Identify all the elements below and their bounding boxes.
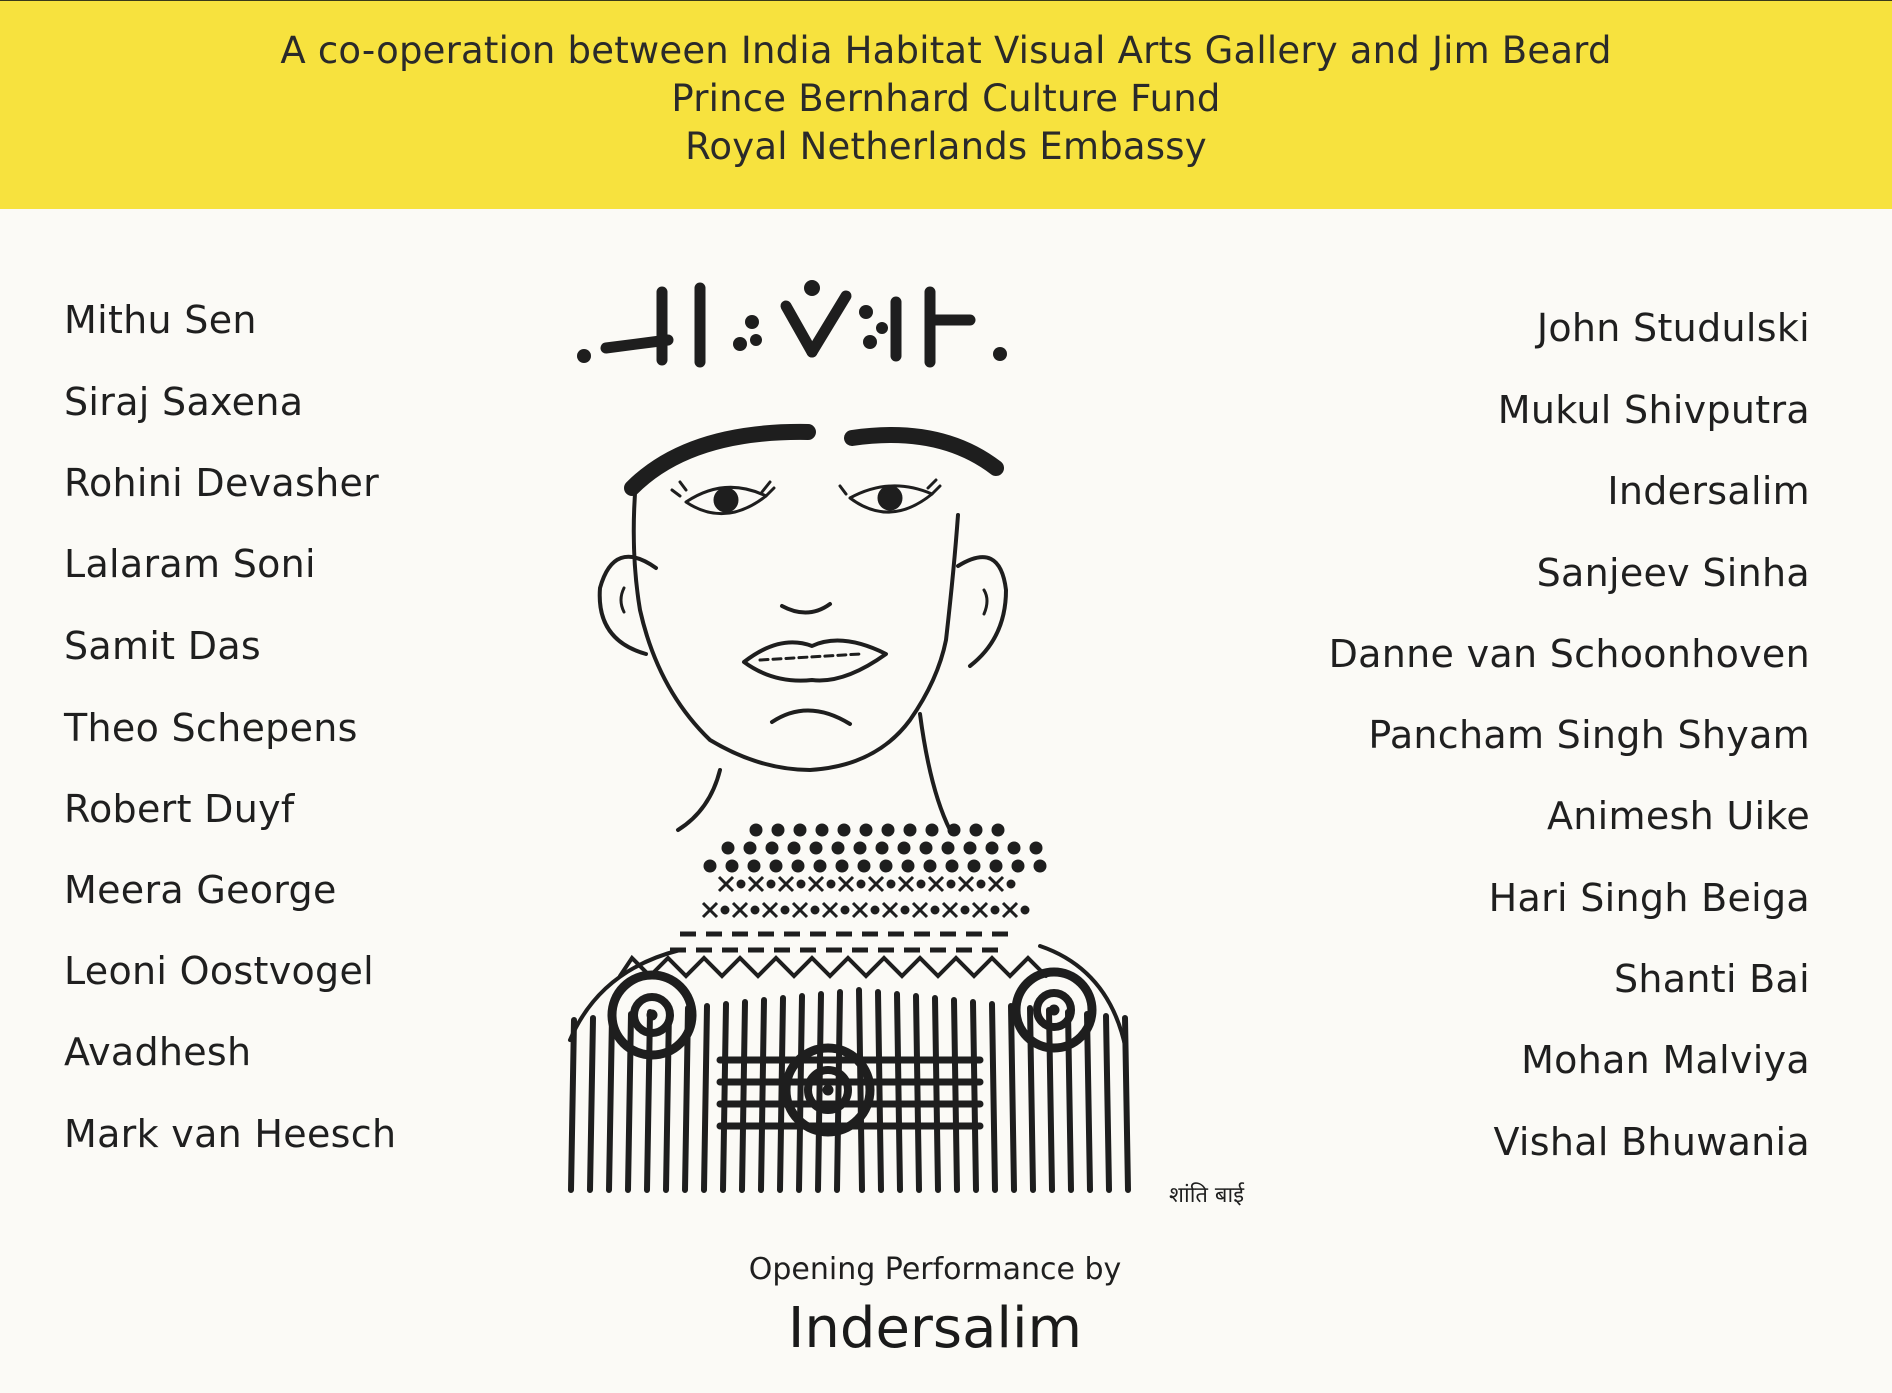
opening-performer: Indersalim <box>787 1296 1083 1361</box>
artist-name-right: Shanti Bai <box>1613 957 1810 1001</box>
garment-pattern <box>570 946 1128 1190</box>
artist-name-right: Indersalim <box>1607 469 1810 513</box>
necklace-pattern <box>670 825 1045 950</box>
artist-name-left: Avadhesh <box>64 1030 252 1074</box>
banner-line-fund: Prince Bernhard Culture Fund <box>671 77 1221 120</box>
left-eyebrow <box>632 432 808 488</box>
artist-name-right: Mukul Shivputra <box>1497 388 1810 432</box>
artist-name-left: Rohini Devasher <box>64 461 380 505</box>
artist-name-right: John Studulski <box>1536 306 1810 350</box>
artist-name-left: Meera George <box>64 868 337 912</box>
artist-name-left: Leoni Oostvogel <box>64 949 375 993</box>
artist-signature: शांति बाई <box>1169 1183 1244 1208</box>
nose <box>782 604 830 613</box>
banner-line-cooperation: A co-operation between India Habitat Visual Arts Gallery and Jim Beard <box>280 29 1612 72</box>
forehead-tattoo <box>606 288 970 362</box>
artist-name-right: Danne van Schoonhoven <box>1328 632 1810 676</box>
left-eye <box>672 482 774 514</box>
artist-name-right: Pancham Singh Shyam <box>1368 713 1810 757</box>
artist-name-left: Siraj Saxena <box>64 380 304 424</box>
right-eyebrow <box>852 435 996 468</box>
artist-name-left: Theo Schepens <box>64 706 358 750</box>
artist-name-right: Animesh Uike <box>1547 794 1810 838</box>
chin-line <box>772 710 850 724</box>
artist-name-left: Robert Duyf <box>64 787 295 831</box>
artist-name-right: Mohan Malviya <box>1521 1038 1810 1082</box>
portrait-illustration <box>560 270 1300 1220</box>
artist-name-left: Samit Das <box>64 624 262 668</box>
artist-name-left: Mark van Heesch <box>64 1112 397 1156</box>
artist-name-right: Vishal Bhuwania <box>1493 1120 1810 1164</box>
neck-left <box>678 770 720 830</box>
artist-name-left: Mithu Sen <box>64 298 257 342</box>
opening-label: Opening Performance by <box>748 1252 1122 1287</box>
face-outline <box>634 480 958 770</box>
artist-name-right: Hari Singh Beiga <box>1488 876 1810 920</box>
neck-right <box>920 714 950 830</box>
right-ear <box>958 557 1006 666</box>
artist-name-left: Lalaram Soni <box>64 542 316 586</box>
banner-line-embassy: Royal Netherlands Embassy <box>685 125 1207 168</box>
artist-name-right: Sanjeev Sinha <box>1536 551 1810 595</box>
right-eye <box>840 480 940 512</box>
